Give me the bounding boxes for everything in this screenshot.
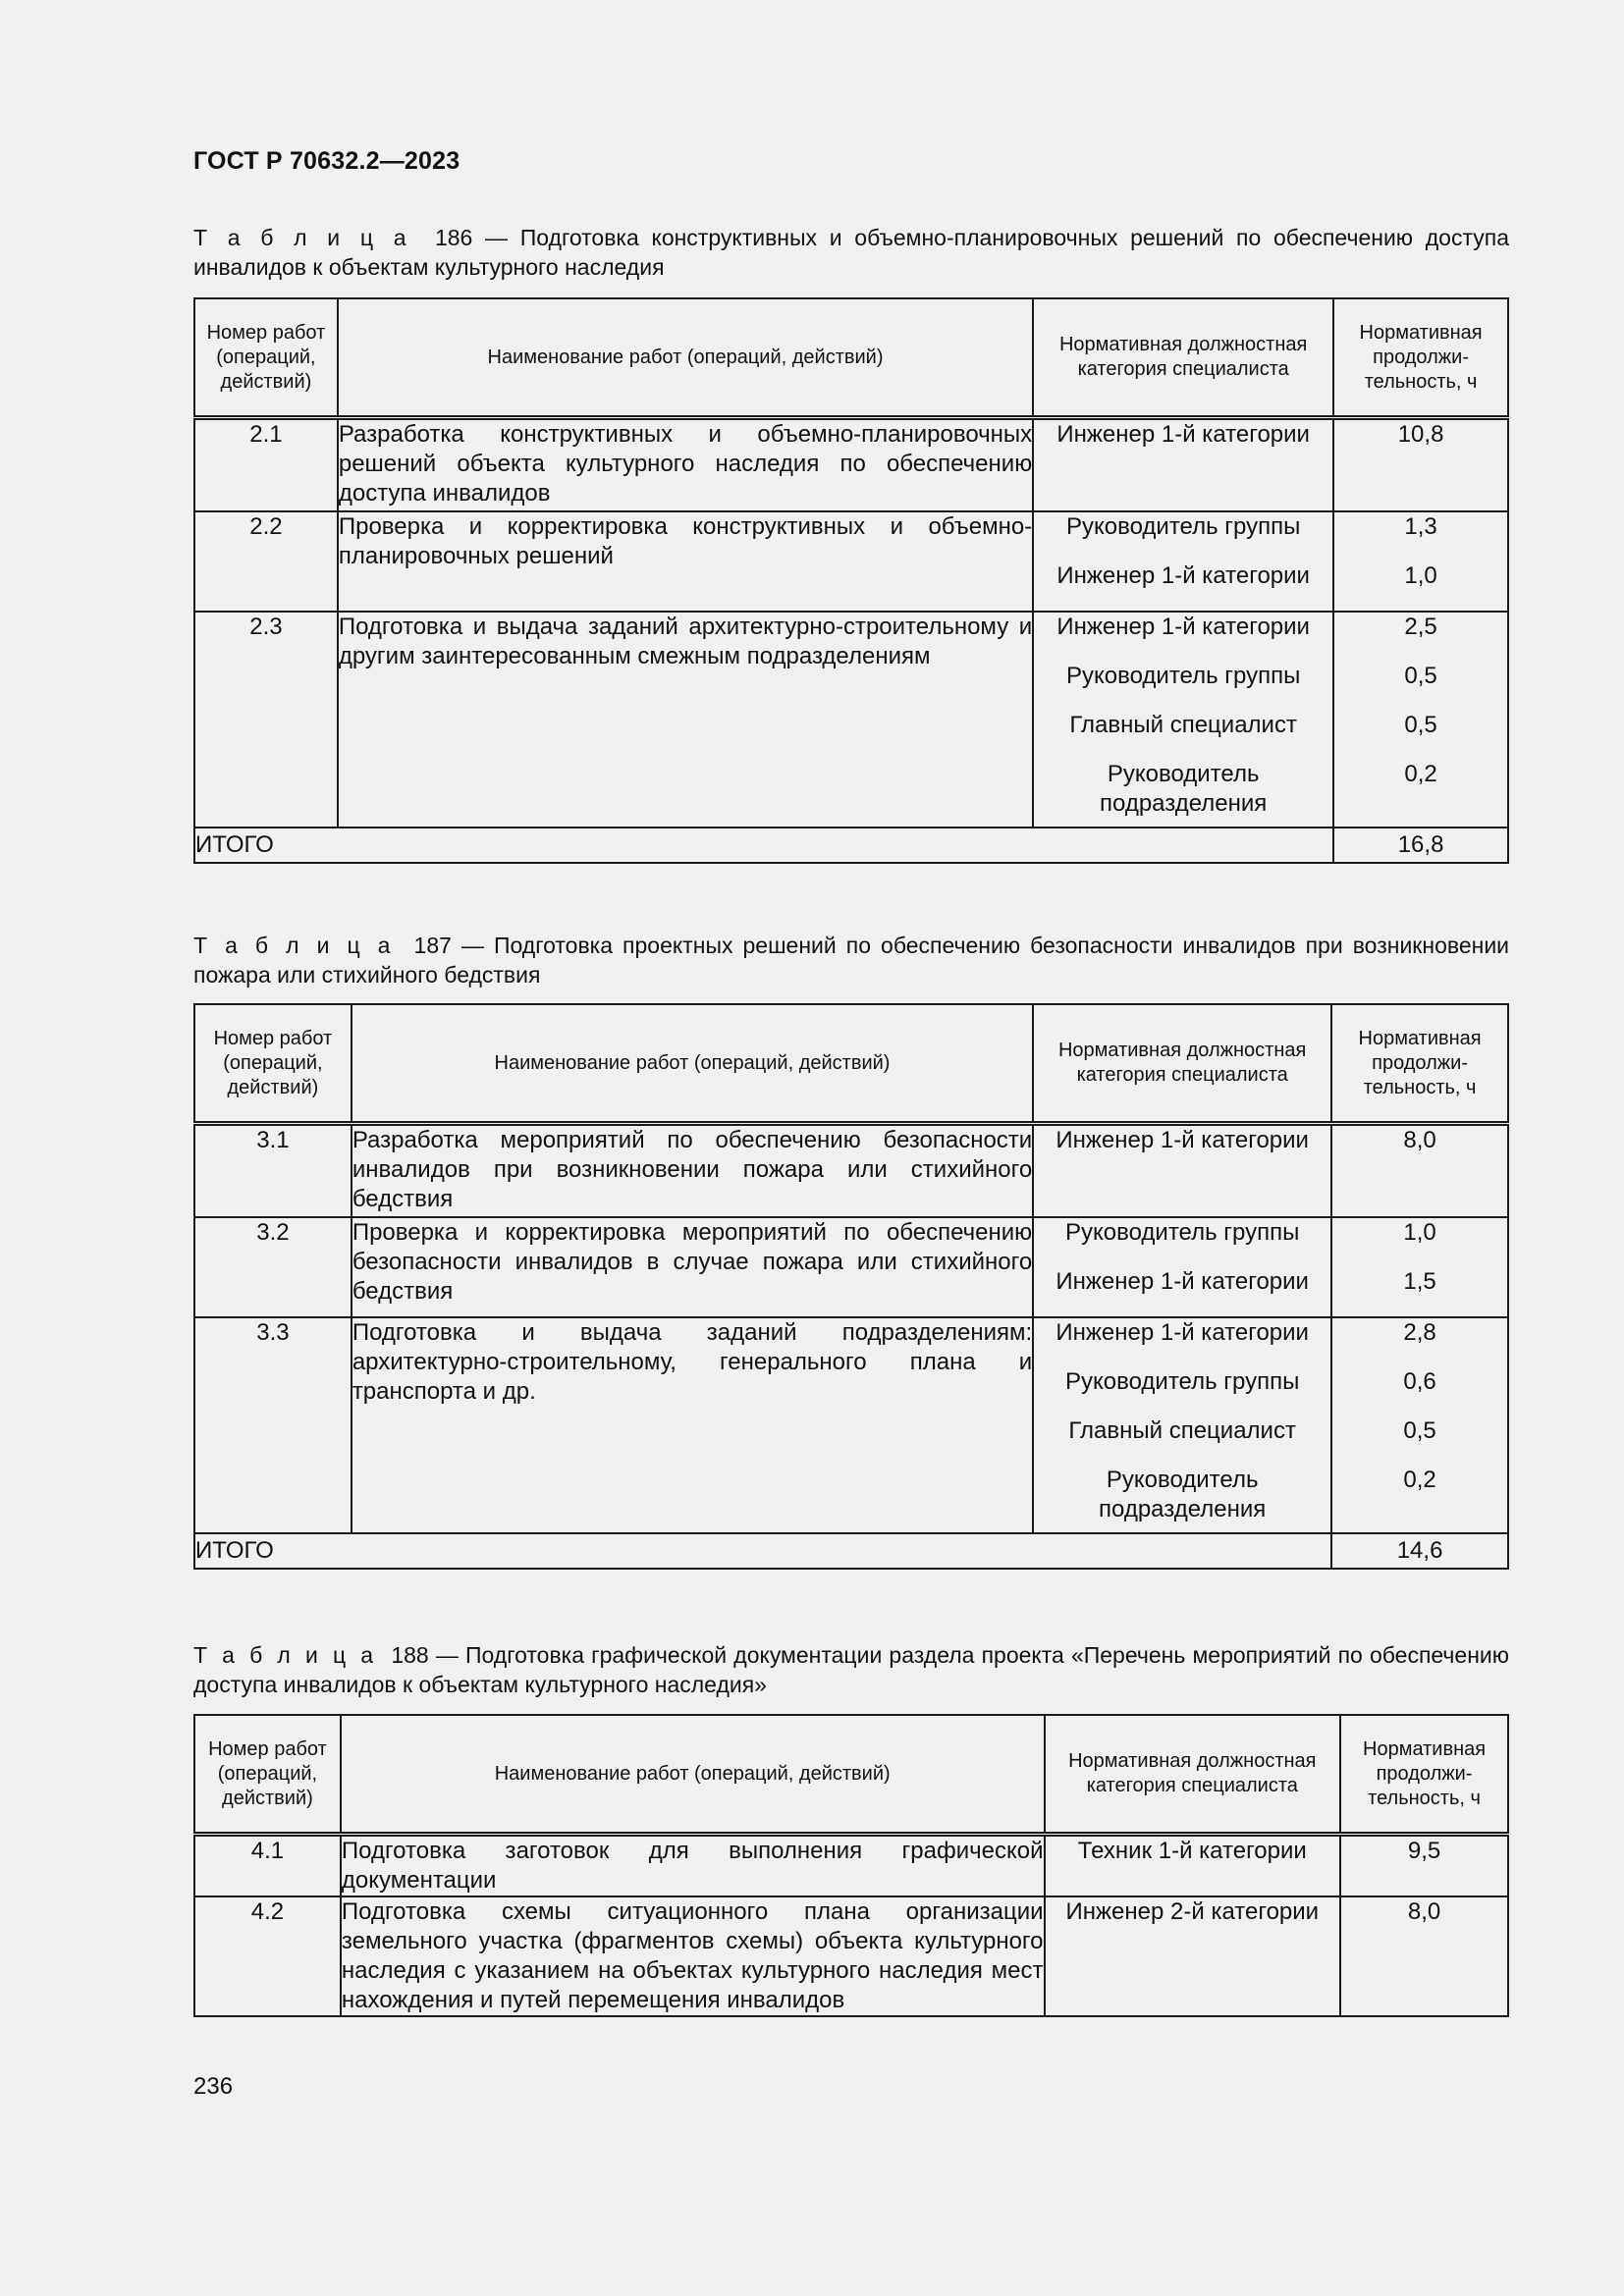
- header-duration: Нормативная продолжи-тельность, ч: [1331, 1004, 1508, 1124]
- table-header-row: [194, 298, 1508, 418]
- row-name: Подготовка и выдача заданий архитектурно-строительному и другим заинтересованным смежным подразделениям: [338, 612, 1033, 828]
- duration-entry: 8,0: [1403, 1127, 1436, 1153]
- table-row: [194, 1124, 1508, 1218]
- row-num: 2.1: [194, 418, 338, 512]
- duration-entry: 0,6: [1403, 1368, 1436, 1395]
- row-name: Разработка мероприятий по обеспечению безопасности инвалидов при возникновении пожара или стихийного бедствия: [352, 1124, 1033, 1218]
- total-label: ИТОГО: [194, 828, 1333, 863]
- table-row: [194, 1217, 1508, 1317]
- row-name: Проверка и корректировка конструктивных и объемно-планировочных решений: [338, 511, 1033, 612]
- header-category: Нормативная должностная категория специалиста: [1033, 1004, 1331, 1124]
- row-num: 2.3: [194, 612, 338, 828]
- row-durations: [1331, 1124, 1508, 1218]
- total-value: 16,8: [1333, 828, 1508, 863]
- header-duration: Нормативная продолжи-тельность, ч: [1340, 1715, 1508, 1835]
- table-row: [194, 418, 1508, 512]
- header-num: Номер работ (операций, действий): [194, 1004, 352, 1124]
- table-header-row: [194, 1715, 1508, 1835]
- category-entry: Руководитель группы: [1064, 1219, 1300, 1246]
- row-name: Разработка конструктивных и объемно-планировочных решений объекта культурного наследия по обеспечению доступа инвалидов: [338, 418, 1033, 512]
- total-label: ИТОГО: [194, 1533, 1331, 1569]
- row-name: Подготовка заготовок для выполнения графической документации: [341, 1835, 1045, 1897]
- table-row: [194, 612, 1508, 828]
- category-entry: Инженер 1-й категории: [1056, 1319, 1309, 1346]
- row-durations: [1333, 511, 1508, 612]
- header-duration: Нормативная продолжи-тельность, ч: [1333, 298, 1508, 418]
- row-name: Подготовка и выдача заданий подразделениям: архитектурно-строительному, генерального плана и транспорта и др.: [352, 1317, 1033, 1533]
- duration-entry: 1,0: [1403, 1219, 1436, 1246]
- table-caption-text: 188 — Подготовка графической документации раздела проекта «Перечень мероприятий по обеспечению доступа инвалидов к объектам культурного наследия»: [193, 1642, 1510, 1697]
- category-entry: Инженер 1-й категории: [1056, 1268, 1309, 1295]
- duration-entry: 0,5: [1404, 712, 1437, 738]
- duration-entry: 0,5: [1404, 663, 1437, 689]
- table-caption: [193, 931, 1509, 989]
- category-entry: Главный специалист: [1068, 1417, 1296, 1444]
- header-name: Наименование работ (операций, действий): [352, 1004, 1033, 1124]
- row-num: 2.2: [194, 511, 338, 612]
- row-categories: [1045, 1896, 1341, 2016]
- table-caption-label: Т а б л и ц а: [193, 933, 395, 958]
- row-categories: [1033, 612, 1333, 828]
- category-entry: Руководитель подразделения: [1099, 1467, 1267, 1522]
- category-entry: Инженер 1-й категории: [1056, 1127, 1309, 1153]
- duration-entry: 0,5: [1403, 1417, 1436, 1444]
- category-entry: Руководитель подразделения: [1100, 761, 1268, 817]
- duration-entry: 0,2: [1404, 761, 1437, 787]
- category-entry: Инженер 1-й категории: [1056, 421, 1310, 448]
- table-caption: [193, 223, 1509, 282]
- table-caption-text: 187 — Подготовка проектных решений по обеспечению безопасности инвалидов при возникновении пожара или стихийного бедствия: [193, 933, 1510, 988]
- total-row: [194, 1533, 1508, 1569]
- header-name: Наименование работ (операций, действий): [338, 298, 1033, 418]
- table-caption: [193, 1640, 1509, 1699]
- category-entry: Руководитель группы: [1064, 1368, 1300, 1395]
- row-durations: [1333, 612, 1508, 828]
- category-entry: Инженер 1-й категории: [1056, 562, 1310, 589]
- duration-entry: 2,5: [1404, 614, 1437, 640]
- table-caption-label: Т а б л и ц а: [193, 1642, 378, 1668]
- table-caption-text: 186 — Подготовка конструктивных и объемно-планировочных решений по обеспечению доступа инвалидов к объектам культурного наследия: [193, 225, 1509, 280]
- header-num: Номер работ (операций, действий): [194, 1715, 341, 1835]
- header-num: Номер работ (операций, действий): [194, 298, 338, 418]
- row-durations: [1340, 1896, 1508, 2016]
- header-category: Нормативная должностная категория специалиста: [1033, 298, 1333, 418]
- row-durations: [1331, 1217, 1508, 1317]
- row-categories: [1033, 511, 1333, 612]
- row-num: 3.1: [194, 1124, 352, 1218]
- category-entry: Руководитель группы: [1065, 513, 1301, 540]
- duration-entry: 1,5: [1403, 1268, 1436, 1295]
- table-row: [194, 511, 1508, 612]
- row-categories: [1045, 1835, 1341, 1897]
- row-categories: [1033, 1317, 1331, 1533]
- duration-entry: 2,8: [1403, 1319, 1436, 1346]
- table-row: [194, 1317, 1508, 1533]
- row-name: Подготовка схемы ситуационного плана организации земельного участка (фрагментов схемы) объекта культурного наследия с указанием на объектах культурного наследия мест нахождения и путей перемещения инвалидов: [341, 1896, 1045, 2016]
- row-num: 3.2: [194, 1217, 352, 1317]
- header-category: Нормативная должностная категория специалиста: [1045, 1715, 1341, 1835]
- document-header: ГОСТ Р 70632.2—2023: [193, 147, 460, 175]
- page-number: 236: [193, 2073, 234, 2100]
- data-table: [193, 297, 1509, 864]
- category-entry: Руководитель группы: [1065, 663, 1301, 689]
- header-name: Наименование работ (операций, действий): [341, 1715, 1045, 1835]
- row-durations: [1333, 418, 1508, 512]
- category-entry: Главный специалист: [1069, 712, 1297, 738]
- row-categories: [1033, 1217, 1331, 1317]
- row-categories: [1033, 1124, 1331, 1218]
- duration-entry: 9,5: [1407, 1838, 1441, 1864]
- category-entry: Инженер 1-й категории: [1056, 614, 1310, 640]
- row-num: 4.2: [194, 1896, 341, 2016]
- row-categories: [1033, 418, 1333, 512]
- duration-entry: 1,0: [1404, 562, 1437, 589]
- table-row: [194, 1835, 1508, 1897]
- data-table: [193, 1003, 1509, 1570]
- row-name: Проверка и корректировка мероприятий по обеспечению безопасности инвалидов в случае пожара или стихийного бедствия: [352, 1217, 1033, 1317]
- row-durations: [1340, 1835, 1508, 1897]
- total-value: 14,6: [1331, 1533, 1508, 1569]
- category-entry: Инженер 2-й категории: [1065, 1898, 1320, 1925]
- table-caption-label: Т а б л и ц а: [193, 225, 410, 250]
- duration-entry: 1,3: [1404, 513, 1437, 540]
- table-header-row: [194, 1004, 1508, 1124]
- category-entry: Техник 1-й категории: [1077, 1838, 1307, 1864]
- row-num: 4.1: [194, 1835, 341, 1897]
- data-table: [193, 1714, 1509, 2017]
- duration-entry: 8,0: [1407, 1898, 1441, 1925]
- table-row: [194, 1896, 1508, 2016]
- duration-entry: 0,2: [1403, 1467, 1436, 1493]
- row-num: 3.3: [194, 1317, 352, 1533]
- duration-entry: 10,8: [1397, 421, 1444, 448]
- row-durations: [1331, 1317, 1508, 1533]
- total-row: [194, 828, 1508, 863]
